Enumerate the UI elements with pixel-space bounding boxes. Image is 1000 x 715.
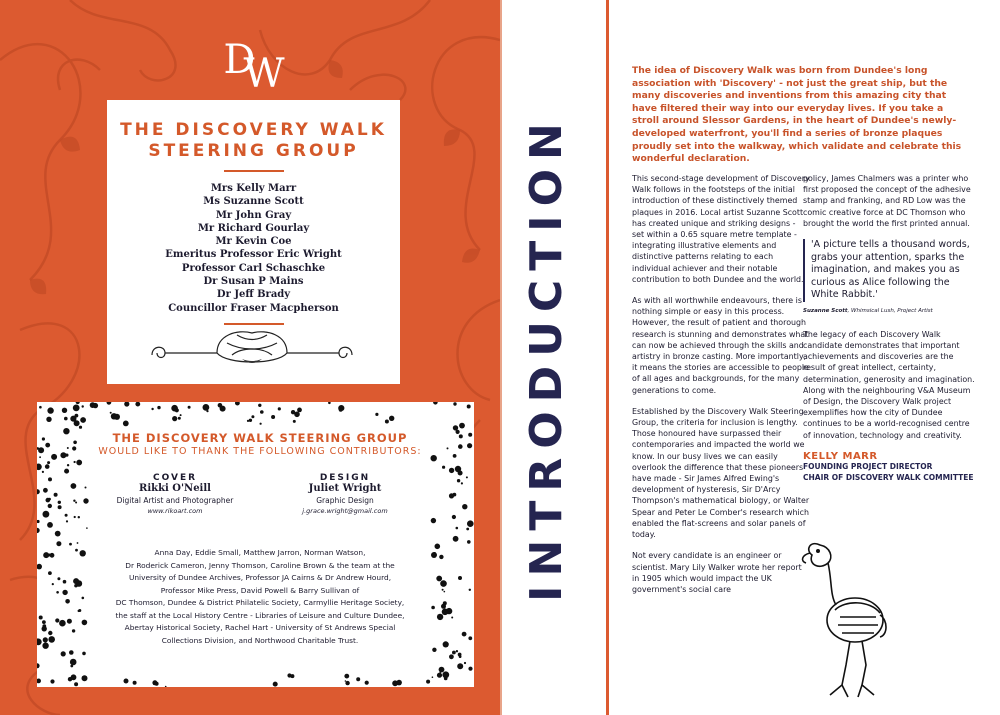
border-dot — [260, 410, 264, 414]
border-dot — [75, 549, 78, 552]
border-dot — [62, 590, 67, 595]
border-dot — [85, 487, 87, 489]
border-dot — [249, 419, 252, 422]
member-name: Professor Carl Schaschke — [181, 262, 326, 274]
border-dot — [458, 471, 463, 476]
border-dot — [444, 677, 448, 681]
member-name: Dr Jeff Brady — [216, 289, 291, 301]
border-dot — [57, 577, 60, 580]
border-dot — [72, 446, 76, 450]
border-dot — [344, 674, 349, 679]
border-dot — [439, 667, 445, 673]
border-dot — [356, 677, 360, 681]
pull-quote: 'A picture tells a thousand words, grabs your attention, sparks the imagination, and makes you as curious as Alice following the White Rabbit.' — [803, 239, 978, 302]
signoff-title-1: FOUNDING PROJECT DIRECTOR — [803, 461, 933, 471]
border-dot — [291, 410, 295, 414]
border-dot — [37, 564, 42, 570]
border-dot — [74, 516, 76, 518]
border-dot — [72, 629, 75, 632]
thanks-heading: THE DISCOVERY WALK STEERING GROUP — [112, 431, 408, 445]
border-dot — [443, 601, 447, 605]
border-dot — [64, 417, 68, 421]
border-dot — [466, 528, 469, 531]
member-name: Ms Suzanne Scott — [203, 196, 304, 208]
border-dot — [42, 471, 44, 473]
border-dot — [468, 636, 472, 640]
border-dot — [50, 553, 55, 558]
design-role: Graphic Design — [316, 496, 374, 505]
border-dot — [43, 511, 50, 518]
border-dot — [432, 676, 434, 678]
border-dot — [462, 504, 467, 509]
border-dot — [437, 673, 442, 678]
border-dot — [172, 416, 177, 421]
border-dot — [469, 589, 471, 591]
contributor-line: Anna Day, Eddie Small, Matthew Jarron, Norman Watson, — [154, 548, 366, 557]
border-dot — [37, 528, 40, 533]
border-dot — [458, 444, 463, 449]
border-dot — [42, 643, 48, 649]
border-dot — [271, 415, 275, 419]
border-dot — [37, 663, 40, 668]
border-dot — [459, 434, 463, 438]
border-dot — [432, 648, 436, 652]
border-dot — [74, 682, 78, 686]
border-dot — [70, 659, 77, 666]
steering-title — [107, 120, 400, 162]
border-dot — [431, 518, 436, 523]
design-credit — [260, 473, 430, 515]
border-dot — [78, 516, 80, 518]
border-dot — [37, 679, 41, 684]
border-dot — [258, 404, 261, 407]
border-dot — [77, 542, 79, 544]
border-dot — [69, 543, 72, 546]
border-dot — [59, 620, 66, 627]
border-dot — [453, 454, 457, 458]
cover-label: COVER — [152, 473, 198, 483]
border-dot — [107, 402, 112, 405]
border-dot — [123, 421, 129, 427]
border-dot — [462, 632, 467, 637]
border-dot — [75, 502, 77, 504]
border-dot — [165, 686, 167, 687]
member-name: Mrs Kelly Marr — [210, 183, 297, 194]
border-dot — [66, 520, 68, 522]
border-dot — [447, 447, 449, 449]
border-dot — [442, 609, 449, 616]
body-column-2 — [803, 173, 978, 483]
border-dot — [157, 406, 160, 409]
border-dot — [365, 681, 369, 685]
border-dot — [73, 405, 80, 412]
signoff-name: KELLY MARR — [803, 450, 878, 462]
border-dot — [42, 620, 46, 624]
border-dot — [442, 589, 444, 591]
border-dot — [37, 489, 40, 494]
cover-name: Rikki O'Neill — [139, 483, 211, 494]
scroll-ribbon-illustration — [147, 325, 357, 373]
border-dot — [151, 408, 153, 410]
border-dot — [39, 456, 41, 458]
border-dot — [74, 584, 77, 587]
border-dot — [76, 402, 80, 404]
page-fold-line — [500, 0, 502, 715]
border-dot — [76, 460, 82, 466]
border-dot — [67, 447, 69, 449]
quote-attribution — [803, 306, 978, 317]
member-name: Mr John Gray — [215, 209, 292, 221]
border-dot — [453, 402, 456, 405]
design-name: Juliet Wright — [308, 483, 382, 494]
border-dot — [451, 617, 453, 619]
lead-paragraph: The idea of Discovery Walk was born from Dundee's long association with 'Discovery' - not just the great ship, but the many discoveries and inventions from this amazing city that have filtered their way into our everyday lives. If you take a stroll around Slessor Gardens, in the heart of Dundee's newly-developed waterfront, you'll find a series of bronze plaques proudly set into the walkway, which validate and celebrate this wonderful declaration. — [632, 65, 962, 165]
border-dot — [48, 498, 51, 501]
contributor-line: University of Dundee Archives, Professor JA Cairns & Dr Andrew Hourd, — [128, 573, 392, 582]
member-name: Mr Kevin Coe — [215, 236, 292, 248]
border-dot — [467, 405, 471, 409]
border-dot — [73, 500, 75, 502]
border-dot — [45, 443, 50, 448]
border-dot — [48, 571, 52, 575]
border-dot — [345, 681, 349, 685]
border-dot — [65, 599, 70, 604]
border-dot — [443, 641, 449, 647]
border-dot — [431, 455, 437, 461]
border-dot — [188, 406, 191, 409]
border-dot — [73, 578, 79, 584]
border-dot — [51, 454, 57, 460]
border-dot — [433, 402, 438, 405]
border-dot — [431, 606, 435, 610]
border-dot — [435, 544, 441, 550]
border-dot — [74, 420, 80, 426]
contributor-line: Dr Roderick Cameron, Jenny Thomson, Caroline Brown & the team at the — [125, 560, 395, 570]
body-paragraph: This second-stage development of Discovery Walk follows in the footsteps of the initial introduction of these distinctively themed plaques in 2016. Local artist Suzanne Scott has created unique and striking designs - set within a 0.65 square metre template - integrating illustrative elements and distinctive patterns relating to each individual achiever and their notable contribution to both Dundee and the world. — [632, 174, 810, 284]
border-dot — [175, 408, 179, 412]
border-dot — [67, 464, 69, 466]
border-dot — [71, 674, 77, 680]
border-dot — [86, 527, 88, 529]
border-dot — [80, 550, 86, 556]
border-dot — [453, 425, 458, 430]
contributor-line: Professor Mike Press, David Powell & Barry Sullivan of — [160, 585, 360, 595]
border-dot — [467, 540, 471, 544]
border-dot — [82, 405, 84, 407]
divider — [224, 170, 284, 172]
border-dot — [47, 522, 53, 528]
border-dot — [457, 479, 460, 482]
border-dot — [39, 406, 42, 409]
border-dot — [467, 443, 472, 448]
border-dot — [67, 619, 72, 624]
introduction-title-text: INTRODUCTION — [521, 114, 572, 602]
border-dot — [426, 680, 430, 684]
design-label: DESIGN — [319, 473, 371, 483]
border-dot — [345, 680, 347, 682]
body-paragraph: As with all worthwhile endeavours, there is nothing simple or easy in this process. However, the result of patient and thorough research is stunning and demonstrates what can now be achieved through the skills and artistry in bronze casting. More importantly, it means the stories are accessible to people of all ages and backgrounds, for the many generations to come. — [632, 296, 809, 395]
border-dot — [437, 614, 443, 620]
border-dot — [436, 576, 442, 582]
border-dot — [48, 636, 55, 643]
thanks-subheading: WOULD LIKE TO THANK THE FOLLOWING CONTRIBUTORS: — [98, 446, 422, 457]
steering-members-list — [107, 182, 400, 315]
border-dot — [65, 514, 68, 517]
credits-row — [90, 473, 430, 533]
border-dot — [82, 652, 86, 656]
border-dot — [47, 407, 53, 413]
border-dot — [48, 631, 52, 635]
border-dot — [278, 407, 281, 410]
logo-letter-w: W — [243, 51, 277, 97]
border-dot — [124, 679, 129, 684]
border-dot — [235, 402, 240, 406]
cover-credit — [90, 473, 260, 515]
member-name: Dr Susan P Mains — [203, 276, 304, 288]
border-dot — [37, 520, 40, 523]
border-dot — [70, 652, 72, 654]
border-dot — [456, 527, 459, 530]
border-dot — [466, 476, 468, 478]
member-name: Councillor Fraser Macpherson — [168, 302, 339, 314]
cover-role: Digital Artist and Photographer — [116, 496, 234, 505]
border-dot — [247, 420, 249, 422]
border-dot — [328, 402, 331, 404]
border-dot — [389, 416, 394, 421]
body-paragraph: Not every candidate is an engineer or scientist. Mary Lily Walker wrote her report in 1905 which would impact the UK government's social care — [632, 551, 802, 594]
border-dot — [444, 591, 446, 593]
border-dot — [220, 406, 226, 412]
border-dot — [58, 505, 62, 509]
border-dot — [431, 552, 437, 558]
border-dot — [55, 618, 59, 622]
border-dot — [52, 583, 54, 585]
quote-author: Suzanne Scott — [803, 307, 848, 314]
border-dot — [375, 413, 378, 416]
steering-title-line1: THE DISCOVERY WALK — [120, 120, 387, 140]
border-dot — [287, 673, 291, 677]
orange-rule — [606, 0, 609, 715]
border-dot — [135, 402, 140, 407]
border-dot — [58, 501, 61, 504]
border-dot — [37, 464, 42, 471]
border-dot — [43, 637, 48, 642]
border-dot — [456, 430, 460, 434]
border-dot — [251, 415, 254, 418]
border-dot — [467, 520, 474, 527]
border-dot — [117, 417, 120, 420]
border-dot — [43, 488, 48, 493]
border-dot — [178, 417, 181, 420]
border-dot — [457, 663, 463, 669]
body-paragraph: The legacy of each Discovery Walk candidate demonstrates that important achievements and discoveries are the result of great intellect, certainty, determination, generosity and imagination. Along with the neighbouring V&A Museum of Design, the Discovery Walk project exemplifies how the city of Dundee continues to be a world-recognised centre of innovation, technology and creativity. — [803, 329, 975, 440]
steering-title-line2: STEERING GROUP — [148, 141, 359, 161]
border-dot — [73, 441, 77, 445]
border-dot — [297, 408, 302, 413]
border-dot — [452, 515, 456, 519]
border-dot — [260, 423, 262, 425]
border-dot — [180, 414, 182, 416]
border-dot — [449, 468, 454, 473]
border-dot — [79, 426, 82, 429]
border-dot — [392, 680, 398, 686]
border-dot — [449, 654, 454, 659]
member-name: Emeritus Professor Eric Wright — [165, 249, 342, 261]
border-dot — [48, 477, 52, 481]
border-dot — [78, 609, 81, 612]
contributor-line: Abertay Historical Society, Rachel Hart - University of St Andrews Special — [124, 623, 396, 632]
logo-letter-d: D — [223, 37, 248, 83]
border-dot — [62, 408, 67, 413]
border-dot — [293, 420, 296, 423]
border-dot — [60, 452, 66, 458]
border-dot — [82, 597, 85, 600]
border-dot — [54, 493, 58, 497]
border-dot — [39, 616, 43, 620]
border-dot — [459, 423, 465, 429]
border-dot — [110, 412, 112, 414]
border-dot — [458, 576, 462, 580]
contributor-line: Collections Division, and Northwood Charitable Trust. — [161, 635, 359, 645]
dw-logo — [222, 37, 282, 97]
border-dot — [64, 469, 69, 474]
border-dot — [385, 420, 389, 424]
border-dot — [42, 437, 45, 440]
border-dot — [203, 404, 210, 411]
border-dot — [152, 680, 157, 685]
member-name: Mr Richard Gourlay — [197, 222, 310, 234]
border-dot — [453, 536, 459, 542]
thanks-content — [90, 427, 430, 672]
body-paragraph: policy, James Chalmers was a printer who first proposed the concept of the adhesive stamp and franking, and RD Low was the comic creative force at DC Thomson who brought the world the first printed annual. — [803, 174, 971, 228]
border-dot — [56, 541, 61, 546]
border-dot — [124, 402, 129, 407]
border-dot — [83, 498, 88, 503]
border-dot — [61, 651, 66, 656]
border-dot — [440, 580, 447, 587]
steering-group-panel — [107, 100, 400, 384]
border-dot — [56, 591, 59, 594]
border-dot — [74, 461, 76, 463]
border-dot — [80, 417, 86, 423]
border-dot — [48, 504, 52, 508]
contributor-line: DC Thomson, Dundee & District Philatelic Society, Carmyllie Heritage Society, — [115, 598, 405, 607]
border-dot — [456, 650, 458, 652]
border-dot — [45, 464, 50, 469]
border-dot — [439, 555, 443, 559]
body-column-1 — [632, 173, 810, 605]
border-dot — [46, 417, 51, 422]
border-dot — [82, 620, 88, 626]
border-dot — [468, 667, 472, 671]
border-dot — [50, 679, 54, 683]
body-paragraph: Established by the Discovery Walk Steering Group, the criteria for inclusion is lengthy. Those honoured have surpassed their contemporaries and impacted the world we know. In our busy lives we can easily overlook the difference that these pioneers have made - Sir James Alfred Ewing's development of hysteresis, Sir D'Arcy Thompson's mathematical biology, or Walter Spear and Peter Le Comber's research which enabled the flat-screens and solar panels of today. — [632, 406, 810, 540]
border-dot — [133, 681, 137, 685]
quote-role: , Whimsical Lush, Project Artist — [847, 307, 933, 314]
border-dot — [461, 482, 463, 484]
contributor-line: the staff at the Local History Centre - Libraries of Leisure and Culture Dundee, — [115, 610, 405, 620]
design-email[interactable]: j.grace.wright@gmail.com — [302, 507, 388, 515]
border-dot — [47, 461, 50, 464]
border-dot — [63, 428, 69, 434]
border-dot — [442, 466, 445, 469]
border-dot — [55, 531, 61, 537]
signoff-title-2: CHAIR OF DISCOVERY WALK COMMITTEE — [803, 473, 974, 483]
border-dot — [42, 626, 47, 631]
border-dot — [71, 483, 77, 489]
border-dot — [82, 675, 88, 681]
contributors-list — [90, 547, 430, 647]
dodo-skeleton-illustration — [800, 525, 890, 705]
cover-url[interactable]: www.rikoart.com — [147, 507, 203, 515]
border-dot — [464, 662, 466, 664]
border-dot — [449, 493, 454, 498]
border-dot — [38, 447, 44, 453]
thanks-panel — [37, 402, 474, 687]
border-dot — [63, 580, 67, 584]
border-dot — [468, 433, 472, 437]
border-dot — [459, 655, 462, 658]
border-dot — [339, 408, 343, 412]
border-dot — [452, 651, 456, 655]
border-dot — [273, 682, 278, 687]
border-dot — [90, 402, 96, 408]
